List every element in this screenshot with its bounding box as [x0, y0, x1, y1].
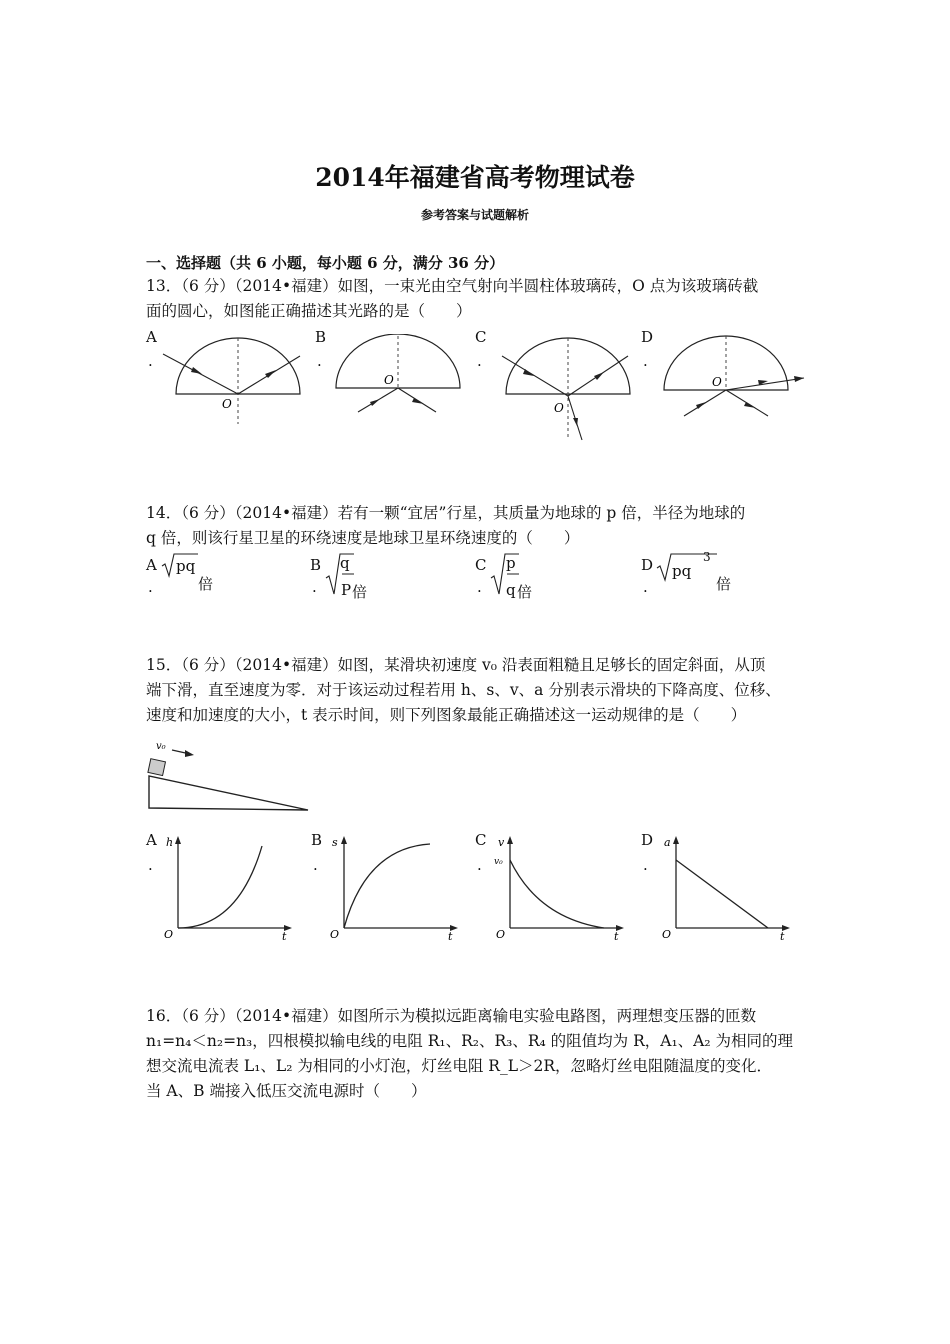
q16-line1: 16．（6 分）（2014•福建）如图所示为模拟远距离输电实验电路图，两理想变压器的匝数	[146, 1007, 757, 1025]
q13-option-d-label: D	[641, 328, 654, 346]
q13-line1: 13．（6 分）（2014•福建）如图，一束光由空气射向半圆柱体玻璃砖，O 点为该玻璃砖截	[146, 277, 759, 295]
q13-option-a-label: A	[146, 328, 157, 346]
q14-option-b-label: B	[310, 556, 322, 574]
q15-line3: 速度和加速度的大小，t 表示时间，则下列图象最能正确描述这一运动规律的是（ ）	[146, 706, 747, 724]
q13-c-origin-label: O	[554, 401, 564, 415]
q13-diagram-c	[490, 334, 640, 442]
q15-b-y-label: s	[332, 836, 338, 849]
q14-b-numerator: q	[340, 554, 350, 572]
q15-a-origin: O	[164, 928, 174, 941]
q15-graph-d	[658, 832, 793, 942]
q14-option-c-dot: .	[477, 578, 482, 596]
q16-line4: 当 A、B 端接入低压交流电源时（ ）	[146, 1082, 427, 1100]
q14-option-d-dot: .	[643, 578, 648, 596]
page-subtitle: 参考答案与试题解析	[420, 208, 529, 222]
q14-c-denominator: q	[506, 581, 516, 599]
q15-c-origin: O	[496, 928, 506, 941]
q15-option-a-label: A	[146, 831, 157, 849]
q14-option-c-label: C	[475, 556, 487, 574]
q13-b-origin-label: O	[384, 373, 394, 387]
q15-incline-diagram	[140, 738, 315, 818]
q15-graph-a	[160, 832, 295, 942]
q13-diagram-a	[158, 334, 308, 426]
q13-option-b-label: B	[315, 328, 327, 346]
q15-option-b-label: B	[311, 831, 323, 849]
q14-d-exponent: 3	[703, 550, 711, 564]
q13-d-origin-label: O	[712, 375, 722, 389]
q15-d-x-label: t	[780, 930, 785, 942]
q15-d-origin: O	[662, 928, 672, 941]
q15-d-y-label: a	[664, 836, 671, 849]
q13-option-b-dot: .	[317, 352, 322, 370]
q14-option-d-label: D	[641, 556, 654, 574]
q15-c-v0-mark: v₀	[494, 857, 503, 867]
q15-option-c-label: C	[475, 831, 487, 849]
q14-option-a-label: A	[146, 556, 157, 574]
q13-option-a-dot: .	[148, 352, 153, 370]
q14-b-denominator: P	[341, 581, 352, 599]
q13-option-c-dot: .	[477, 352, 482, 370]
q14-option-a-dot: .	[148, 578, 153, 596]
q14-line2: q 倍，则该行星卫星的环绕速度是地球卫星环绕速度的（ ）	[146, 529, 580, 547]
q13-diagram-d	[656, 334, 806, 424]
q13-diagram-b	[328, 334, 468, 414]
page-title: 2014年福建省高考物理试卷	[315, 163, 635, 192]
q15-v0-label: v₀	[156, 741, 166, 752]
q14-option-b-dot: .	[312, 578, 317, 596]
q15-option-d-dot: .	[643, 856, 648, 874]
q15-option-a-dot: .	[148, 856, 153, 874]
q15-a-y-label: h	[166, 836, 174, 849]
q15-line2: 端下滑，直至速度为零．对于该运动过程若用 h、s、v、a 分别表示滑块的下降高度、位移、	[146, 681, 781, 699]
q15-line1: 15．（6 分）（2014•福建）如图，某滑块初速度 v₀ 沿表面粗糙且足够长的固定斜面，从顶	[146, 656, 766, 674]
q15-b-origin: O	[330, 928, 340, 941]
q13-a-origin-label: O	[222, 397, 232, 411]
q14-a-radicand: pq	[176, 557, 196, 575]
q15-option-d-label: D	[641, 831, 654, 849]
q13-line2: 面的圆心，如图能正确描述其光路的是（ ）	[146, 302, 472, 320]
q15-b-x-label: t	[448, 930, 453, 942]
q16-line2: n₁=n₄＜n₂=n₃，四根模拟输电线的电阻 R₁、R₂、R₃、R₄ 的阻值均为 R，A₁、A₂ 为相同的理	[146, 1032, 793, 1050]
q14-c-numerator: p	[506, 554, 516, 572]
q14-line1: 14．（6 分）（2014•福建）若有一颗“宜居”行星，其质量为地球的 p 倍，半径为地球的	[146, 504, 746, 522]
q14-b-bei: 倍	[352, 583, 368, 601]
q15-option-c-dot: .	[477, 856, 482, 874]
q15-c-y-label: v	[498, 836, 505, 849]
q16-line3: 想交流电流表 L₁、L₂ 为相同的小灯泡，灯丝电阻 R_L＞2R，忽略灯丝电阻随温度的变化．	[146, 1057, 773, 1075]
q13-option-c-label: C	[475, 328, 487, 346]
q14-c-bei: 倍	[517, 583, 533, 601]
q14-d-bei: 倍	[716, 575, 732, 593]
q15-graph-b	[326, 832, 461, 942]
q13-option-d-dot: .	[643, 352, 648, 370]
q15-option-b-dot: .	[313, 856, 318, 874]
section-heading: 一、选择题（共 6 小题，每小题 6 分，满分 36 分）	[146, 254, 505, 272]
q14-a-bei: 倍	[198, 575, 214, 593]
q15-a-x-label: t	[282, 930, 287, 942]
q15-c-x-label: t	[614, 930, 619, 942]
q14-d-radicand: pq	[672, 562, 692, 580]
q15-graph-c	[492, 832, 627, 942]
